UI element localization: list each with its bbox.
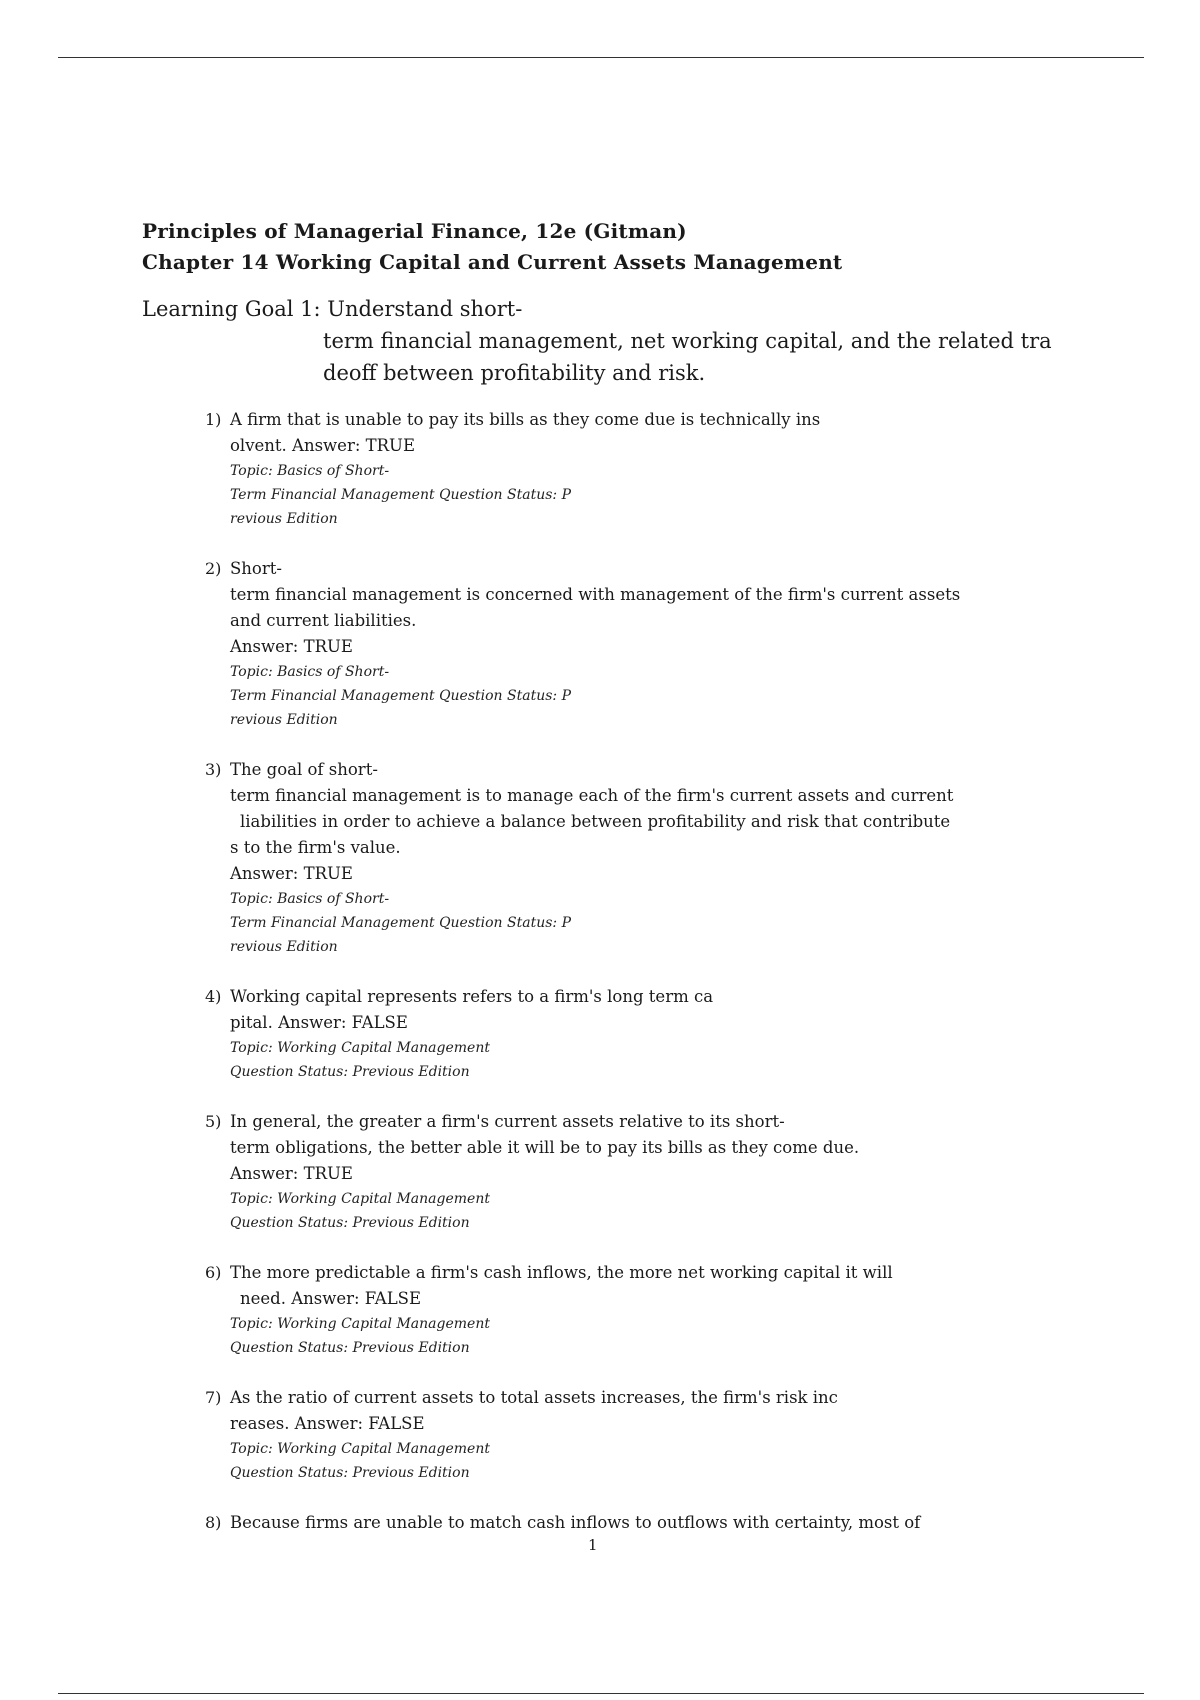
question-meta: Term Financial Management Question Status: P <box>230 487 572 503</box>
question-answer: Answer: TRUE <box>230 864 353 883</box>
learning-goal-line: Learning Goal 1: Understand short- <box>142 297 523 321</box>
question-text: olvent. Answer: TRUE <box>230 436 416 455</box>
question-item <box>205 556 1025 732</box>
question-text: The goal of short- <box>230 760 378 779</box>
question-text: liabilities in order to achieve a balance between profitability and risk that contribute <box>240 812 951 831</box>
question-meta: revious Edition <box>230 511 338 527</box>
question-number: 4) <box>205 987 222 1006</box>
title-block <box>142 216 842 278</box>
question-meta: Topic: Basics of Short- <box>230 891 390 907</box>
question-meta: Question Status: Previous Edition <box>230 1064 470 1080</box>
question-meta: Topic: Working Capital Management <box>230 1441 490 1457</box>
question-list <box>205 407 1025 1561</box>
question-answer: Answer: TRUE <box>230 1164 353 1183</box>
question-item <box>205 407 1025 531</box>
learning-goal-line: term financial management, net working capital, and the related tra <box>323 329 1052 353</box>
question-text: The more predictable a firm's cash inflows, the more net working capital it will <box>230 1263 893 1282</box>
question-number: 1) <box>205 410 222 429</box>
question-meta: Topic: Working Capital Management <box>230 1191 490 1207</box>
question-text: As the ratio of current assets to total assets increases, the firm's risk inc <box>230 1388 838 1407</box>
question-text: pital. Answer: FALSE <box>230 1013 408 1032</box>
learning-goal <box>142 293 1052 389</box>
question-meta: Term Financial Management Question Status: P <box>230 688 572 704</box>
question-meta: Question Status: Previous Edition <box>230 1465 470 1481</box>
question-number: 7) <box>205 1388 222 1407</box>
question-meta: Topic: Basics of Short- <box>230 463 390 479</box>
question-text: reases. Answer: FALSE <box>230 1414 425 1433</box>
question-meta: Topic: Working Capital Management <box>230 1316 490 1332</box>
question-text: term obligations, the better able it will be to pay its bills as they come due. <box>230 1138 860 1157</box>
question-text: A firm that is unable to pay its bills as they come due is technically ins <box>230 410 821 429</box>
question-item <box>205 757 1025 959</box>
question-meta: Topic: Basics of Short- <box>230 664 390 680</box>
chapter-title: Chapter 14 Working Capital and Current Assets Management <box>142 250 843 274</box>
question-meta: Question Status: Previous Edition <box>230 1340 470 1356</box>
question-item <box>205 1260 1025 1360</box>
question-meta: revious Edition <box>230 712 338 728</box>
question-item <box>205 1385 1025 1485</box>
question-meta: Term Financial Management Question Status: P <box>230 915 572 931</box>
question-item <box>205 984 1025 1084</box>
bottom-rule <box>58 1693 1144 1694</box>
question-text: s to the firm's value. <box>230 838 401 857</box>
question-meta: Topic: Working Capital Management <box>230 1040 490 1056</box>
question-meta: revious Edition <box>230 939 338 955</box>
question-text: term financial management is to manage each of the firm's current assets and current <box>230 786 954 805</box>
question-text: In general, the greater a firm's current assets relative to its short- <box>230 1112 785 1131</box>
question-item <box>205 1109 1025 1235</box>
question-number: 8) <box>205 1513 222 1532</box>
question-text: and current liabilities. <box>230 611 417 630</box>
question-text: term financial management is concerned with management of the firm's current assets <box>230 585 961 604</box>
question-answer: Answer: TRUE <box>230 637 353 656</box>
question-number: 3) <box>205 760 222 779</box>
top-rule <box>58 57 1144 58</box>
question-text: Working capital represents refers to a firm's long term ca <box>230 987 714 1006</box>
question-meta: Question Status: Previous Edition <box>230 1215 470 1231</box>
learning-goal-line: deoff between profitability and risk. <box>323 361 706 385</box>
question-number: 2) <box>205 559 222 578</box>
question-number: 5) <box>205 1112 222 1131</box>
question-text: need. Answer: FALSE <box>240 1289 422 1308</box>
question-text: Because firms are unable to match cash inflows to outflows with certainty, most of <box>230 1513 921 1532</box>
page-number: 1 <box>588 1536 598 1554</box>
question-number: 6) <box>205 1263 222 1282</box>
question-text: Short- <box>230 559 282 578</box>
book-title: Principles of Managerial Finance, 12e (Gitman) <box>142 219 687 243</box>
question-item <box>205 1510 1025 1536</box>
